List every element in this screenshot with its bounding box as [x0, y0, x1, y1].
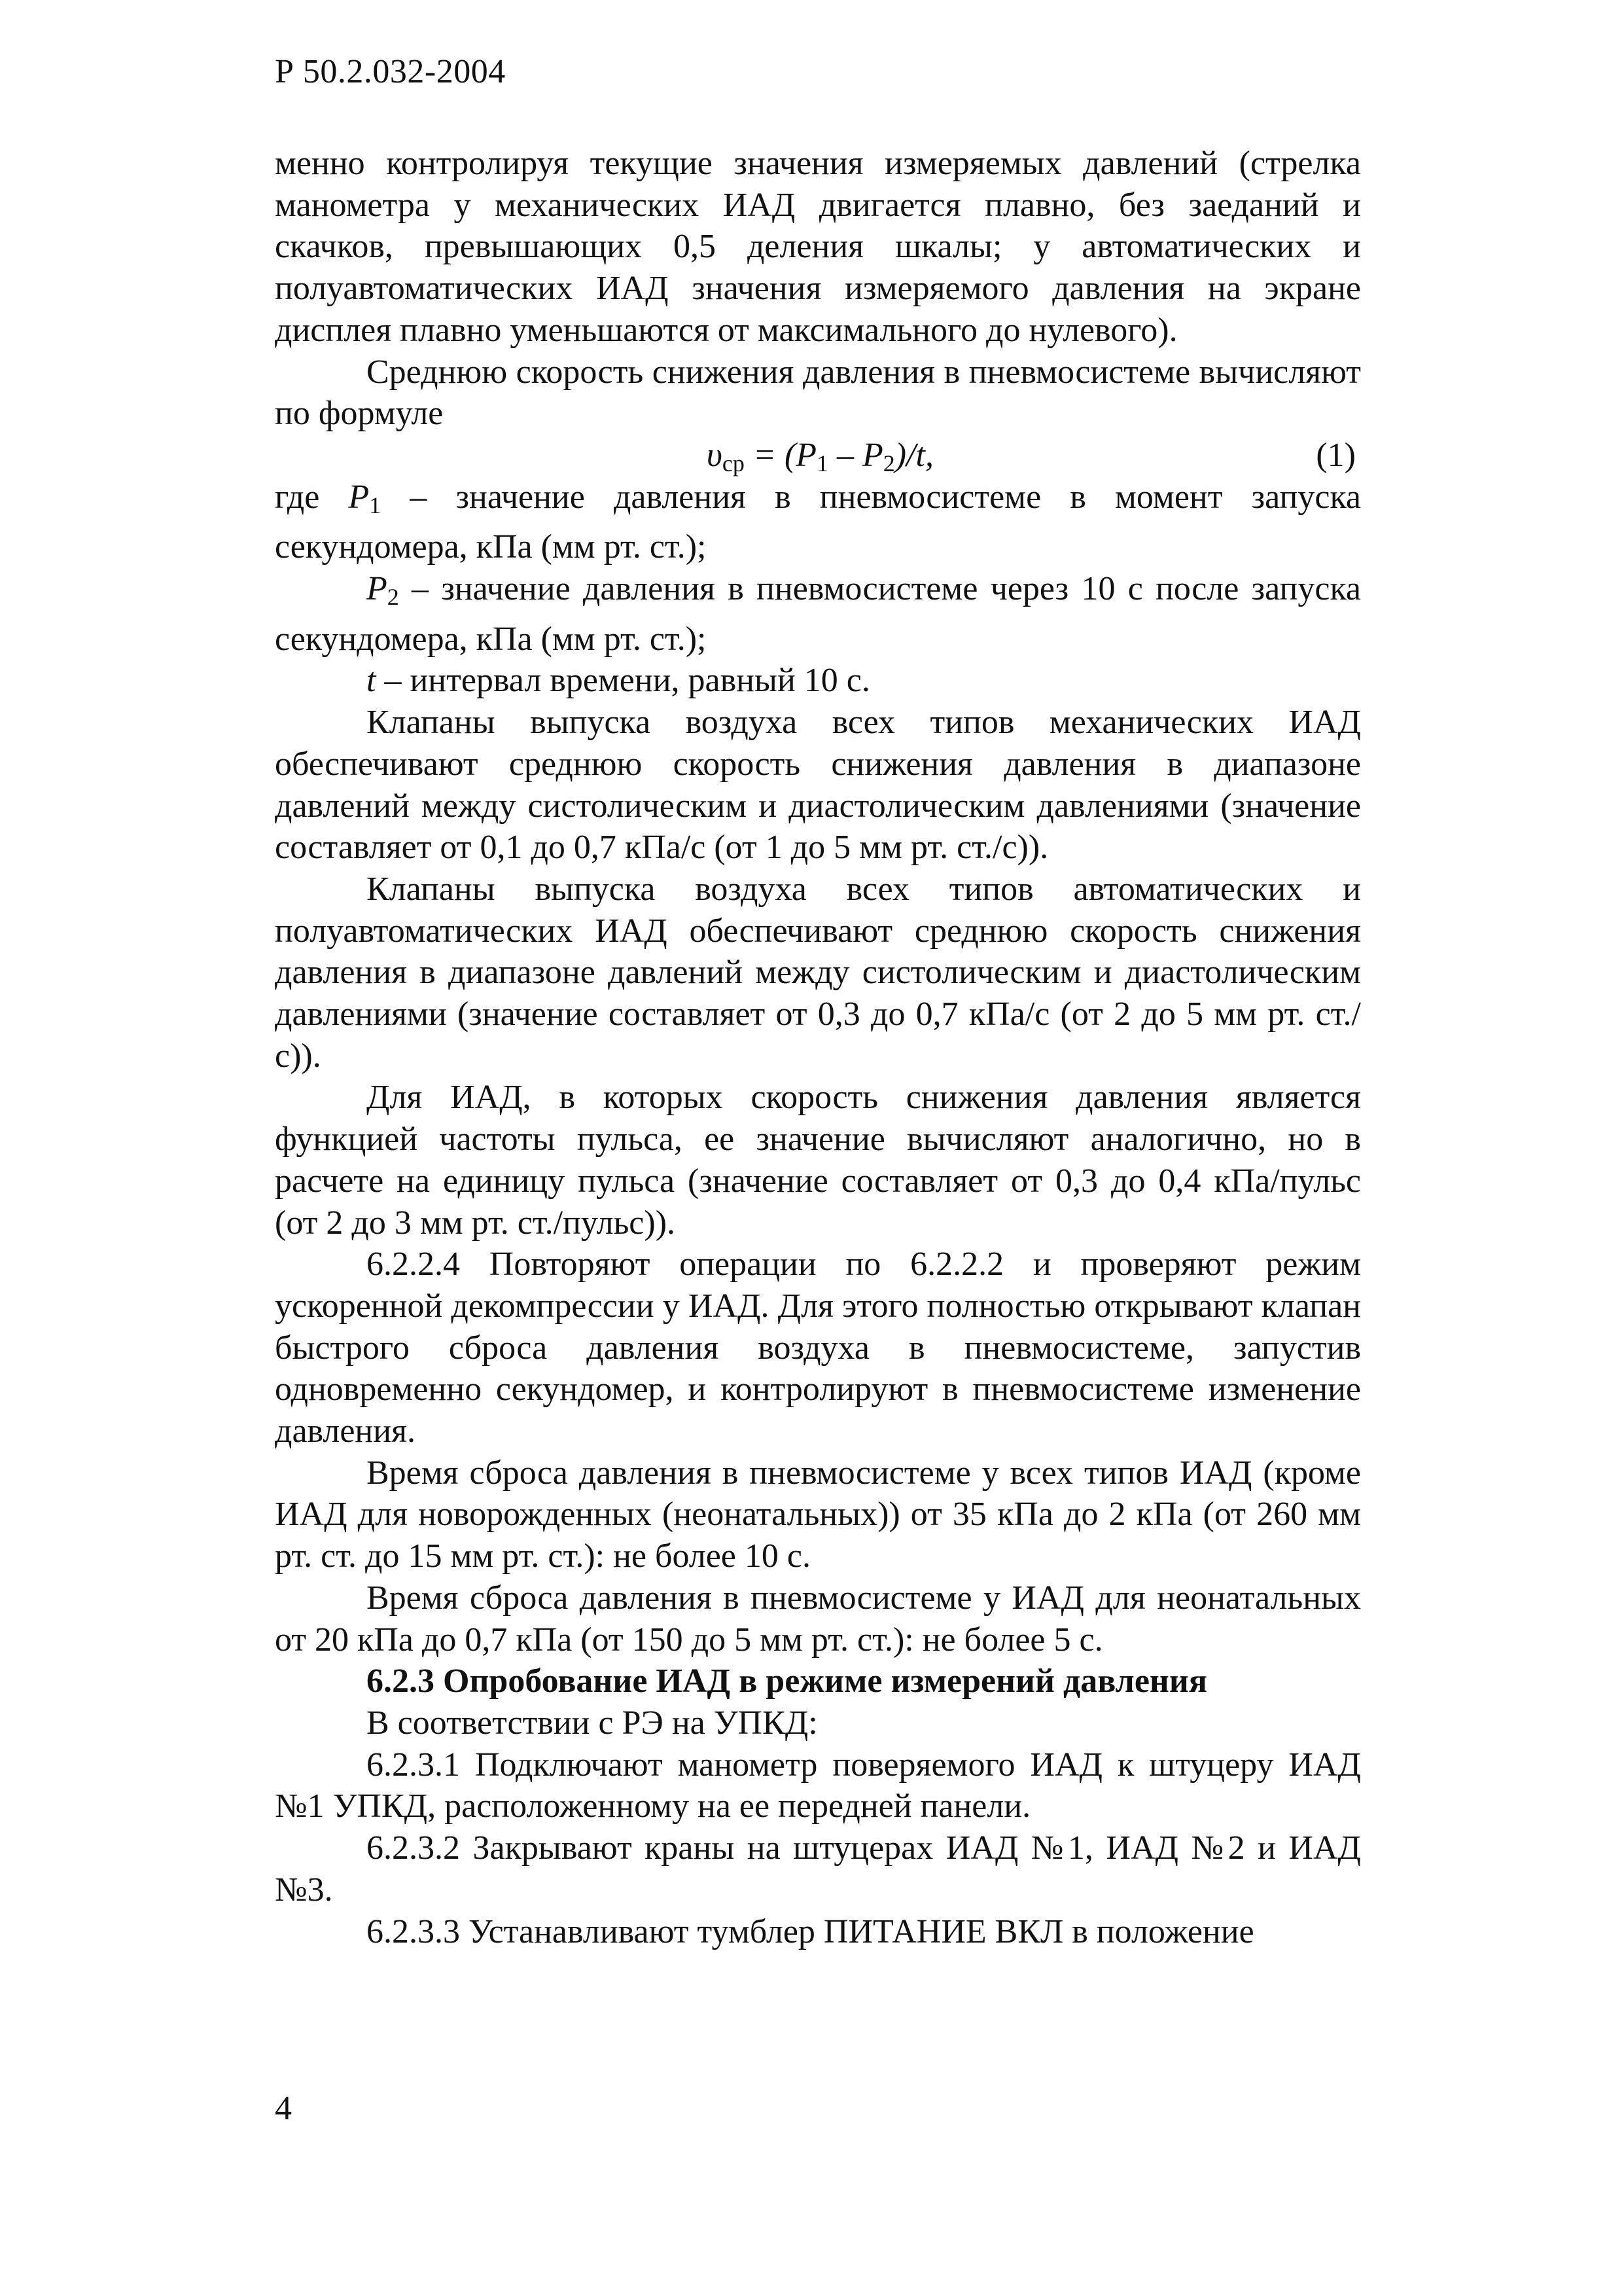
paragraph-6-2-3-1: 6.2.3.1 Подключают манометр поверяемого ИАД к штуцеру ИАД №1 УПКД, расположенному на ее передней панели.	[275, 1746, 1361, 1825]
where-p1-symbol	[348, 478, 381, 516]
where-p1	[275, 476, 1361, 568]
paragraph-reset-time-all: Время сброса давления в пневмосистеме у всех типов ИАД (кроме ИАД для новорожденных (неонатальных)) от 35 кПа до 2 кПа (от 260 мм рт. ст. до 15 мм рт. ст.): не более 10 с.	[275, 1454, 1361, 1575]
formula-p1-subscript: 1	[817, 450, 829, 476]
where-t-text: – интервал времени, равный 10 с.	[376, 662, 870, 700]
where-t	[275, 660, 1361, 702]
formula-minus: – P	[828, 436, 883, 474]
where-t-symbol: t	[366, 662, 376, 700]
p2-letter: P	[366, 570, 387, 608]
where-p1-text: – значение давления в пневмосистеме в момент запуска секундомера, кПа (мм рт. ст.);	[275, 478, 1361, 566]
where-p2-symbol	[366, 570, 399, 611]
paragraph-mechanical-valves: Клапаны выпуска воздуха всех типов механических ИАД обеспечивают среднюю скорость снижения давления в диапазоне давлений между систолическим и диастолическим давлениями (значение составляет от 0,1 до 0,7 кПа/с (от 1 до 5 мм рт. ст./с)).	[275, 704, 1361, 867]
formula-v-subscript: ср	[722, 450, 745, 476]
document-number: Р 50.2.032-2004	[275, 53, 506, 90]
p1-letter: P	[348, 478, 370, 516]
p1-subscript: 1	[369, 492, 381, 518]
body-text	[275, 143, 1361, 1952]
section-heading-6-2-3: 6.2.3 Опробование ИАД в режиме измерений давления	[366, 1662, 1207, 1700]
p2-subscript: 2	[387, 584, 399, 611]
where-p2-text: – значение давления в пневмосистеме через 10 с после запуска секундомера, кПа (мм рт. ст.);	[275, 570, 1361, 658]
page-number: 4	[275, 2090, 292, 2127]
formula-p2-subscript: 2	[883, 450, 895, 476]
where-p2	[275, 568, 1361, 660]
formula-rhs-close: )/t,	[894, 436, 934, 474]
paragraph-6-2-3-3: 6.2.3.3 Устанавливают тумблер ПИТАНИЕ ВКЛ в положение	[366, 1912, 1254, 1950]
paragraph-pulse-function: Для ИАД, в которых скорость снижения давления является функцией частоты пульса, ее значение вычисляют аналогично, но в расчете на единицу пульса (значение составляет от 0,3 до 0,4 кПа/пульс (от 2 до 3 мм рт. ст./пульс)).	[275, 1079, 1361, 1242]
paragraph-6-2-2-4: 6.2.2.4 Повторяют операции по 6.2.2.2 и проверяют режим ускоренной декомпрессии у ИАД. Для этого полностью открывают клапан быстрого сброса давления воздуха в пневмосистеме, запустив одновременно секундомер, и контролируют в пневмосистеме изменение давления.	[275, 1246, 1361, 1450]
paragraph-according-to: В соответствии с РЭ на УПКД:	[366, 1704, 818, 1742]
equation-number: (1)	[1316, 436, 1356, 474]
paragraph-continuation: менно контролируя текущие значения измеряемых давлений (стрелка манометра у механических ИАД двигается плавно, без заеданий и скачков, превышающих 0,5 деления шкалы; у автоматических и полуавтоматических ИАД значения измеряемого давления на экране дисплея плавно уменьшаются от максимального до нулевого).	[275, 145, 1361, 349]
paragraph-formula-intro: Среднюю скорость снижения давления в пневмосистеме вычисляют по формуле	[275, 353, 1361, 433]
where-prefix: где	[275, 478, 349, 516]
formula-line	[275, 435, 1361, 476]
formula-v-symbol: υ	[707, 436, 722, 474]
paragraph-6-2-3-2: 6.2.3.2 Закрывают краны на штуцерах ИАД №1, ИАД №2 и ИАД №3.	[275, 1829, 1361, 1909]
paragraph-automatic-valves: Клапаны выпуска воздуха всех типов автоматических и полуавтоматических ИАД обеспечивают среднюю скорость снижения давления в диапазоне давлений между систолическим и диастолическим давлениями (значение составляет от 0,3 до 0,7 кПа/с (от 2 до 5 мм рт. ст./с)).	[275, 870, 1361, 1075]
formula-rhs-open: = (P	[744, 436, 817, 474]
formula-expression	[707, 435, 934, 485]
paragraph-reset-time-neonatal: Время сброса давления в пневмосистеме у ИАД для неонатальных от 20 кПа до 0,7 кПа (от 150 до 5 мм рт. ст.): не более 5 с.	[275, 1579, 1361, 1659]
